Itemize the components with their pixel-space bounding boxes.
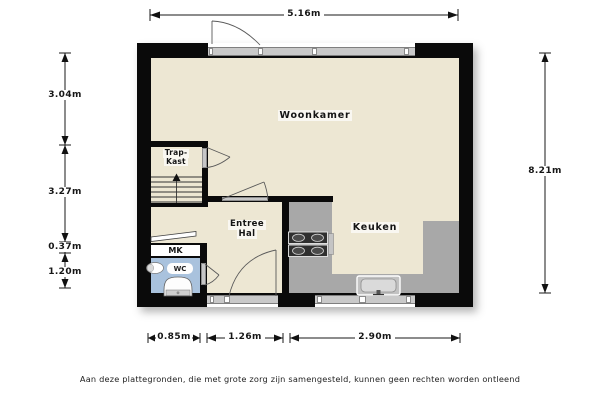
dimension-label-top: 5.16m [284,9,324,19]
mk-cupboard [149,243,202,258]
window-kitchen-gap [315,304,415,307]
window-mullion [209,48,213,55]
door-trapkast [202,148,207,168]
dimension-label-bottom-1: 0.85m [157,332,191,342]
wall-trapkast-top [151,141,208,147]
dimension-label-right: 8.21m [528,166,562,176]
window-mullion [406,296,411,303]
front-door-gap [207,304,278,307]
room-label-keuken: Keuken [352,222,398,233]
dimension-label-left-4: 1.20m [48,267,82,277]
window-mullion [224,296,230,303]
balcony-door-swing [212,21,260,45]
room-label-wc: WC [167,263,193,274]
window-mullion [359,296,366,303]
door-hall [222,197,268,201]
dimension-bottom [148,333,460,343]
wall-hall-kitchen [282,196,289,293]
dimension-label-left-2: 3.27m [48,187,82,197]
window-mullion [317,296,322,303]
room-label-entree-hal: Entree Hal [229,219,265,239]
footer-disclaimer: Aan deze plattegronden, die met grote zorg zijn samengesteld, kunnen geen rechten worden ontleend [79,374,521,384]
dimension-label-bottom-2: 1.26m [225,332,265,342]
room-label-trapkast: Trap- Kast [164,148,188,166]
front-door-strip [207,295,278,304]
window-mullion [210,296,214,303]
wall-under-stairs [151,203,208,207]
dimension-left [59,53,71,288]
window-mullion [258,48,263,55]
room-label-woonkamer: Woonkamer [279,110,351,121]
window-mullion [312,48,317,55]
kitchen-counter-bottom [289,274,459,293]
dimension-label-left-1: 3.04m [48,90,82,100]
dimension-label-bottom-3: 2.90m [355,332,395,342]
dimension-label-left-3: 0.37m [48,242,82,252]
window-mullion [404,48,409,55]
mk-label: MK [168,246,183,255]
door-wc [201,263,206,285]
